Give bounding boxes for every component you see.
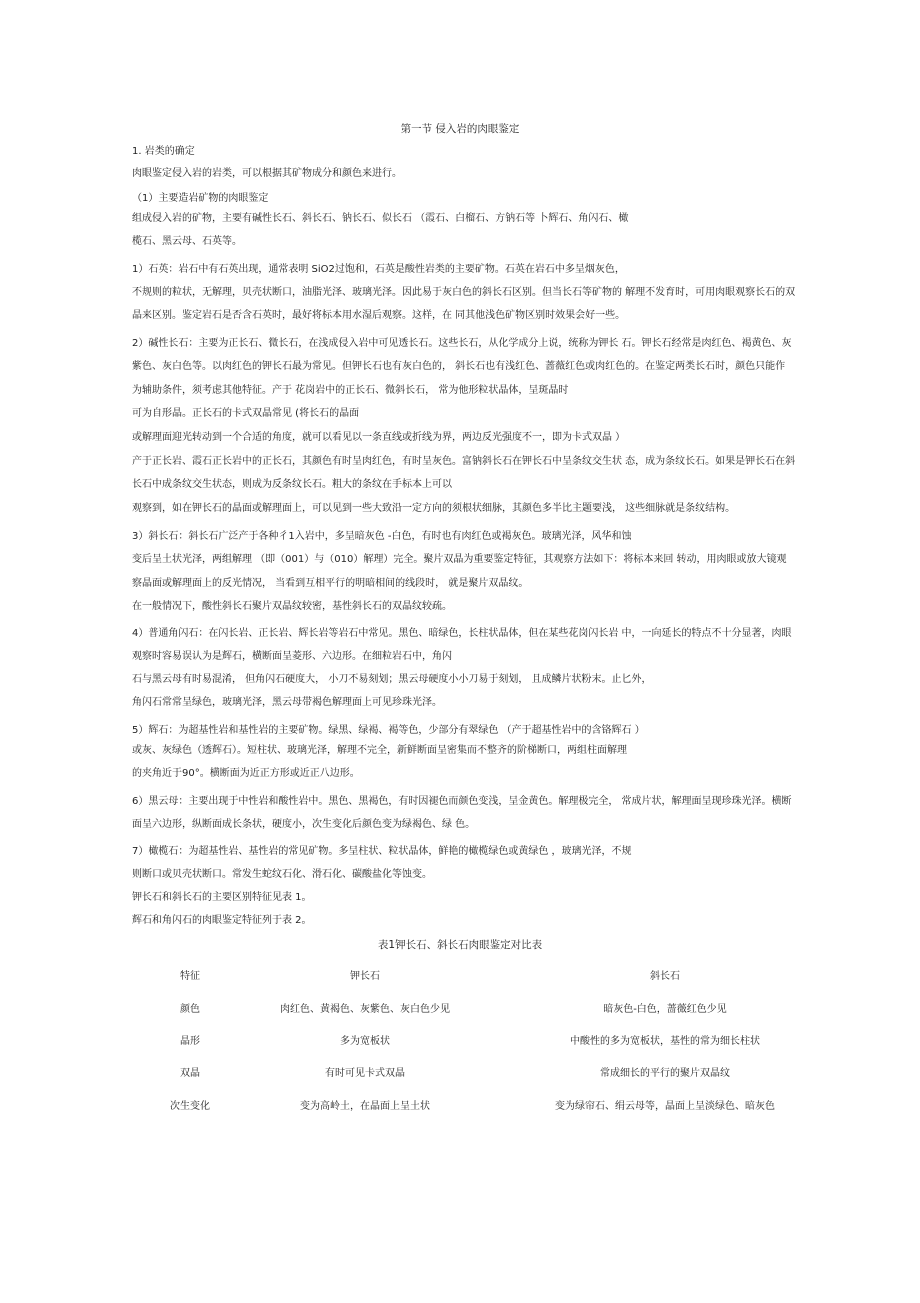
- table-cell: 变为高岭土，在晶面上呈土状: [300, 1101, 430, 1112]
- table-header-cell: 特征: [180, 971, 200, 982]
- table-cell: 晶形: [180, 1036, 200, 1047]
- text-line: 为辅助条件，须考虑其他特征。产于 花岗岩中的正长石、微斜长石， 常为他形粒状晶体，呈斑晶时: [132, 385, 569, 396]
- text-line: 不规则的粒状，无解理，贝壳状断口，油脂光泽、玻璃光泽。因此易于灰白色的斜长石区别。但当长石等矿物的 解理不发育时，可用肉眼观察长石的双: [132, 287, 796, 298]
- table-cell: 次生变化: [170, 1101, 210, 1112]
- text-line: 产于正长岩、霞石正长岩中的正长石，其颜色有时呈肉红色，有时呈灰色。富钠斜长石在钾长石中呈条纹交生状 态，成为条纹长石。如果是钾长石在斜: [132, 456, 796, 467]
- table-cell: 变为绿帘石、绢云母等，晶面上呈淡绿色、暗灰色: [555, 1101, 775, 1112]
- table-cell: 多为宽板状: [340, 1036, 390, 1047]
- text-line: 则断口或贝壳状断口。常发生蛇纹石化、滑石化、碳酸盐化等蚀变。: [132, 869, 432, 880]
- table-cell: 暗灰色-白色，蔷薇红色少见: [603, 1004, 727, 1015]
- text-line: 石与黑云母有时易混淆， 但角闪石硬度大， 小刀不易刻划；黑云母硬度小小刀易于刻划， 且成鳞片状粉末。止匕外，: [132, 674, 652, 685]
- table-cell: 中酸性的多为宽板状，基性的常为细长柱状: [570, 1036, 760, 1047]
- section-title: 第一节 侵入岩的肉眼鉴定: [400, 123, 520, 135]
- text-line: 组成侵入岩的矿物，主要有碱性长石、斜长石、钠长石、似长石 （霞石、白榴石、方钠石等 卜辉石、角闪石、橄: [132, 213, 629, 224]
- text-line: 钾长石和斜长石的主要区别特征见表 1。: [132, 892, 312, 903]
- text-line: 可为自形晶。正长石的卡式双晶常见 (将长石的晶面: [132, 408, 360, 419]
- text-line: 或灰、灰绿色（透辉石）。短柱状、玻璃光泽，解理不完全，新鲜断面呈密集而不整齐的阶梯断口，两组柱面解理: [132, 745, 627, 756]
- text-line: 长石中成条纹交生状态，则成为反条纹长石。粗大的条纹在手标本上可以: [132, 479, 452, 490]
- text-line: 7）橄榄石：为超基性岩、基性岩的常见矿物。多呈柱状、粒状晶体，鲜艳的橄榄绿色或黄绿色 ，玻璃光泽，不规: [132, 846, 632, 857]
- text-line: 紫色、灰白色等。以肉红色的钾长石最为常见。但钾长石也有灰白色的， 斜长石也有浅红色、蔷薇红色或肉红色的。在鉴定两类长石时，颜色只能作: [132, 361, 786, 372]
- text-line: 3）斜长石：斜长石广泛产于各种彳1入岩中，多呈暗灰色 -白色，有时也有肉红色或褐灰色。玻璃光泽，风华和蚀: [132, 531, 632, 542]
- text-line: 变后呈土状光泽，两组解理 （即（001）与（010）解理）完全。聚片双晶为重要鉴定特征，其观察方法如下：将标本来回 转动，用肉眼或放大镜观: [132, 554, 787, 565]
- text-line: 5）辉石：为超基性岩和基性岩的主要矿物。绿黑、绿褐、褐等色，少部分有翠绿色 （产于超基性岩中的含铬辉石 ）: [132, 725, 645, 736]
- text-line: 2）碱性长石：主要为正长石、微长石，在浅成侵入岩中可见透长石。这些长石，从化学成分上说，统称为钾长 石。钾长石经常是肉红色、褐黄色、灰: [132, 338, 792, 349]
- text-line: 面呈六边形，纵断面成长条状，硬度小，次生变化后颜色变为绿褐色、绿 色。: [132, 819, 476, 830]
- text-line: 或解理面迎光转动到一个合适的角度，就可以看见以一条直线或折线为界，两边反光强度不一，即为卡式双晶 ）: [132, 432, 626, 443]
- table-cell: 双晶: [180, 1068, 200, 1079]
- text-line: 榄石、黑云母、石英等。: [132, 236, 242, 247]
- text-line: 1）石英：岩石中有石英出现，通常表明 SiO2过饱和，石英是酸性岩类的主要矿物。石英在岩石中多呈烟灰色，: [132, 264, 625, 275]
- table-header-cell: 斜长石: [650, 971, 680, 982]
- text-line: 的夹角近于90°。横断面为近正方形或近正八边形。: [132, 768, 360, 779]
- text-line: 6）黑云母：主要出现于中性岩和酸性岩中。黑色、黑褐色，有时因褪色而颜色变浅，呈金黄色。解理极完全， 常成片状，解理面呈现珍珠光泽。横断: [132, 796, 792, 807]
- text-line: 角闪石常常呈绿色，玻璃光泽，黑云母带褐色解理面上可见珍珠光泽。: [132, 697, 442, 708]
- text-line: 在一般情况下，酸性斜长石聚片双晶纹较密，基性斜长石的双晶纹较疏。: [132, 601, 452, 612]
- text-line: 肉眼鉴定侵入岩的岩类，可以根据其矿物成分和颜色来进行。: [132, 168, 402, 179]
- text-line: 观察到，如在钾长石的晶面或解理面上，可以见到一些大致沿一定方向的须根状细脉，其颜色多半比主题要浅， 这些细脉就是条纹结构。: [132, 503, 736, 514]
- text-line: 晶来区别。鉴定岩石是否含石英时，最好将标本用水湿后观察。这样，在 同其他浅色矿物区别时效果会好一些。: [132, 310, 626, 321]
- text-line: 辉石和角闪石的肉眼鉴定特征列于表 2。: [132, 915, 312, 926]
- table-cell: 颜色: [180, 1004, 200, 1015]
- text-line: 观察时容易误认为是辉石，横断面呈菱形、六边形。在细粒岩石中，角闪: [132, 651, 452, 662]
- table-caption: 表1钾长石、斜长石肉眼鉴定对比表: [377, 939, 543, 951]
- text-line: 4）普通角闪石：在闪长岩、正长岩、辉长岩等岩石中常见。黑色、暗绿色，长柱状晶体，但在某些花岗闪长岩 中，一向延长的特点不十分显著，肉眼: [132, 628, 792, 639]
- table-cell: 常成细长的平行的聚片双晶纹: [600, 1068, 730, 1079]
- text-line: 1. 岩类的确定: [132, 146, 195, 157]
- table-cell: 肉红色、黄褐色、灰紫色、灰白色少见: [280, 1004, 450, 1015]
- text-line: 察晶面或解理面上的反光情况， 当看到互相平行的明暗相间的线段时， 就是聚片双晶纹。: [132, 578, 529, 589]
- text-line: （1）主要造岩矿物的肉眼鉴定: [132, 193, 269, 204]
- table-header-cell: 钾长石: [350, 971, 380, 982]
- table-cell: 有时可见卡式双晶: [325, 1068, 405, 1079]
